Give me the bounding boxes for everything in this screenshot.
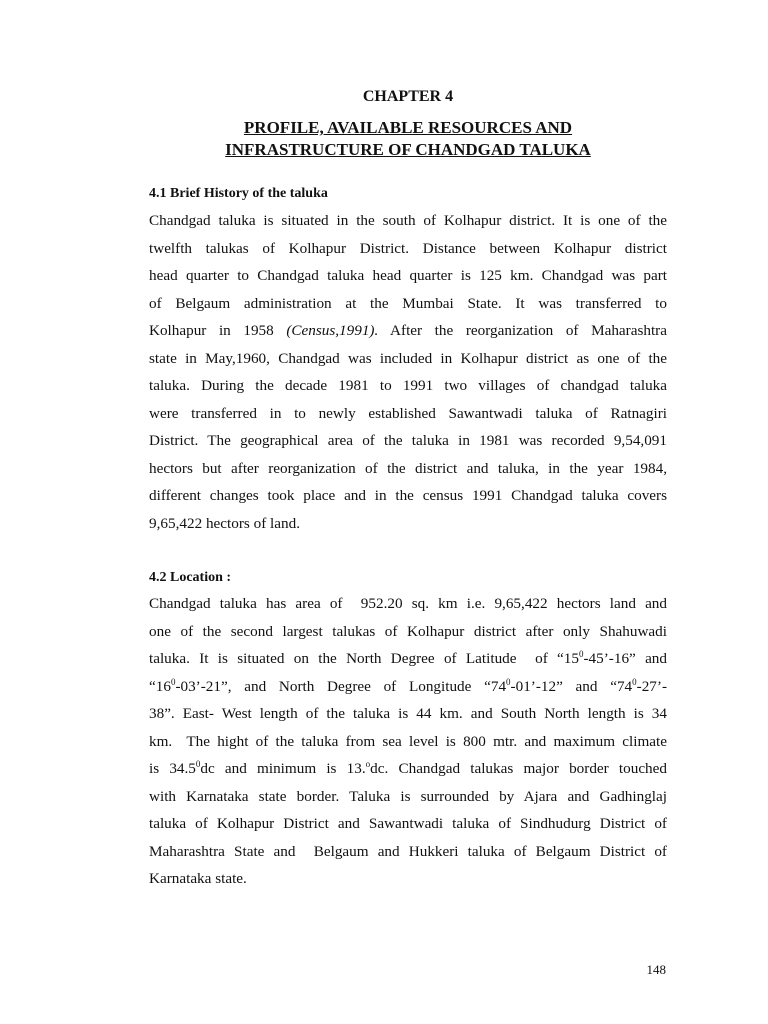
text-line: taluka of Kolhapur District and Sawantwadi taluka of Sindhudurg District of bbox=[149, 815, 667, 832]
text-line: of Belgaum administration at the Mumbai State. It was transferred to bbox=[149, 294, 667, 312]
text-line: hectors but after reorganization of the district and taluka, in the year 1984, bbox=[149, 459, 667, 477]
page-number: 148 bbox=[646, 962, 666, 977]
text-line: Maharashtra State and Belgaum and Hukkeri taluka of Belgaum District of bbox=[149, 842, 667, 860]
text-line: Kolhapur in 1958 (Census,1991). After the reorganization of Maharashtra bbox=[149, 322, 667, 339]
text-line: is 34.5$^0$dc and minimum is 13.$^o$dc. Chandgad talukas major border touched bbox=[149, 758, 667, 777]
text-line: Chandgad taluka has area of 952.20 sq. km i.e. 9,65,422 hectors land and bbox=[149, 595, 667, 612]
paragraph-location bbox=[149, 590, 667, 893]
text-line: 9,65,422 hectors of land. bbox=[149, 514, 300, 532]
text-line: twelfth talukas of Kolhapur District. Distance between Kolhapur district bbox=[149, 239, 667, 257]
text-line: “$16^0-03’-21$”, and North Degree of Longitude “$74^0-01’-12$” and “$74^0-27’-$ bbox=[149, 676, 668, 695]
text-line: one of the second largest talukas of Kolhapur district after only Shahuwadi bbox=[149, 622, 667, 640]
text-line: with Karnataka state border. Taluka is surrounded by Ajara and Gadhinglaj bbox=[149, 787, 667, 805]
text-line: District. The geographical area of the taluka in 1981 was recorded 9,54,091 bbox=[149, 432, 667, 449]
section-heading-history: 4.1 Brief History of the taluka bbox=[149, 186, 328, 201]
section-heading-location: 4.2 Location : bbox=[149, 570, 232, 585]
text-line: km. The hight of the taluka from sea level is 800 mtr. and maximum climate bbox=[149, 732, 667, 750]
text-line: different changes took place and in the census 1991 Chandgad taluka covers bbox=[149, 487, 667, 504]
chapter-label: CHAPTER 4 bbox=[362, 88, 454, 105]
text-line: taluka. It is situated on the North Degree of Latitude of “$15^0-45’-16$” and bbox=[149, 648, 667, 667]
text-line: 38”. East- West length of the taluka is 44 km. and South North length is 34 bbox=[149, 705, 667, 722]
citation: (Census,1991). bbox=[286, 322, 379, 339]
chapter-title bbox=[149, 117, 667, 161]
text-line: head quarter to Chandgad taluka head quarter is 125 km. Chandgad was part bbox=[149, 267, 667, 284]
chapter-title-line-2: INFRASTRUCTURE OF CHANDGAD TALUKA bbox=[225, 140, 591, 159]
text-line: taluka. During the decade 1981 to 1991 two villages of chandgad taluka bbox=[149, 377, 667, 394]
paragraph-history bbox=[149, 207, 667, 537]
text-line: Karnataka state. bbox=[149, 870, 247, 887]
chapter-title-line-1: PROFILE, AVAILABLE RESOURCES AND bbox=[243, 118, 573, 137]
text-line: Chandgad taluka is situated in the south of Kolhapur district. It is one of the bbox=[149, 212, 667, 229]
text-line: were transferred in to newly established Sawantwadi taluka of Ratnagiri bbox=[149, 404, 667, 422]
text-line: state in May,1960, Chandgad was included in Kolhapur district as one of the bbox=[149, 349, 667, 367]
